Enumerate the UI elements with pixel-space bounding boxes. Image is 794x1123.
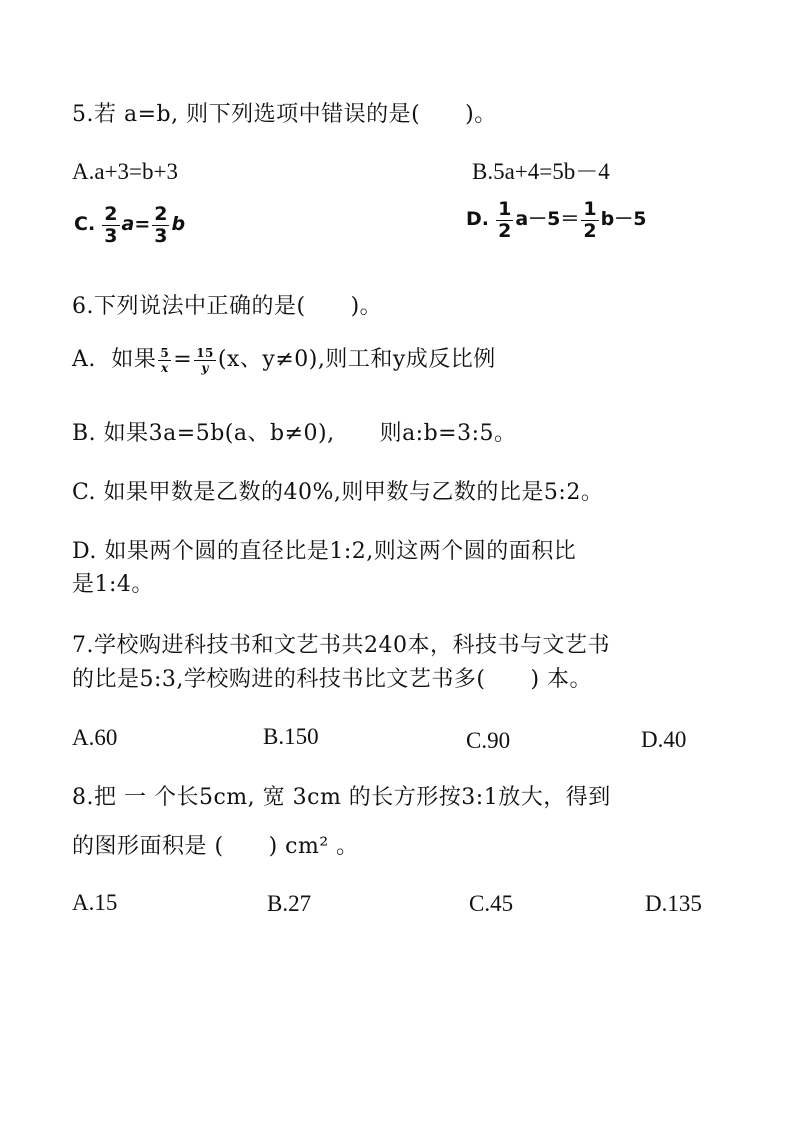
- fraction-denominator: 2: [498, 220, 512, 242]
- q8-option-b: B.27: [267, 891, 312, 916]
- equals-sign: =: [173, 347, 193, 372]
- fraction-denominator: y: [201, 360, 209, 375]
- q5-option-b: B.5a+4=5b－4: [472, 159, 610, 184]
- q6-option-d-line2: 是1:4。: [72, 572, 154, 597]
- fraction-denominator: 3: [154, 225, 168, 247]
- q8-option-c: C.45: [469, 891, 514, 916]
- fraction-numerator: 1: [583, 198, 597, 220]
- q7-stem-line2: 的比是5:3,学校购进的科技书比文艺书多( ) 本。: [72, 667, 593, 692]
- q6-option-a-prefix: 如果: [111, 347, 157, 372]
- q5-option-d-middle: a－5＝: [515, 208, 580, 230]
- q6-option-a-suffix: (x、y≠0),则工和y成反比例: [217, 347, 496, 372]
- variable-b: b: [171, 213, 186, 235]
- q7-option-c: C.90: [466, 728, 511, 753]
- fraction-numerator: 15: [196, 345, 214, 360]
- q8-option-d: D.135: [645, 891, 702, 916]
- q8-option-a: A.15: [72, 890, 118, 915]
- q6-option-a-fraction-left: [158, 347, 171, 374]
- fraction-denominator: 2: [583, 220, 597, 242]
- q5-option-c-fraction-left: [102, 205, 119, 246]
- q8-stem-line2: 的图形面积是 ( ) cm² 。: [72, 834, 359, 859]
- q6-stem: 6.下列说法中正确的是( )。: [72, 294, 383, 319]
- q7-option-b: B.150: [263, 724, 319, 749]
- q5-option-d: [466, 200, 646, 241]
- q6-option-b: B. 如果3a=5b(a、b≠0), 则a:b=3:5。: [72, 421, 517, 446]
- q6-option-d-line1: D. 如果两个圆的直径比是1:2,则这两个圆的面积比: [72, 539, 577, 564]
- fraction-denominator: x: [161, 360, 169, 375]
- fraction-numerator: 2: [104, 203, 118, 225]
- fraction-denominator: 3: [104, 225, 118, 247]
- variable-a: a: [121, 213, 135, 235]
- fraction-numerator: 2: [154, 203, 168, 225]
- equals-sign: =: [134, 213, 151, 235]
- q6-option-c: C. 如果甲数是乙数的40%,则甲数与乙数的比是5:2。: [72, 480, 604, 505]
- q7-option-a: A.60: [72, 725, 118, 750]
- q5-option-d-label: D.: [466, 208, 489, 230]
- q5-stem: 5.若 a=b, 则下列选项中错误的是( )。: [72, 102, 497, 127]
- q5-option-a: A.a+3=b+3: [72, 159, 178, 184]
- q6-option-a: [72, 346, 496, 374]
- q5-option-c: [74, 205, 185, 246]
- q7-option-d: D.40: [641, 727, 687, 752]
- fraction-numerator: 1: [498, 198, 512, 220]
- q7-stem-line1: 7.学校购进科技书和文艺书共240本，科技书与文艺书: [72, 633, 610, 658]
- q5-option-d-fraction-right: [581, 200, 598, 241]
- q5-option-d-fraction-left: [496, 200, 513, 241]
- q5-option-d-end: b－5: [600, 208, 647, 230]
- q6-option-a-label: A.: [72, 347, 96, 372]
- q8-stem-line1: 8.把 一 个长5cm, 宽 3cm 的长方形按3:1放大，得到: [72, 785, 611, 810]
- q6-option-a-fraction-right: [194, 347, 216, 374]
- q5-option-c-label: C.: [74, 213, 96, 235]
- q5-option-c-fraction-right: [152, 205, 169, 246]
- fraction-numerator: 5: [160, 345, 170, 360]
